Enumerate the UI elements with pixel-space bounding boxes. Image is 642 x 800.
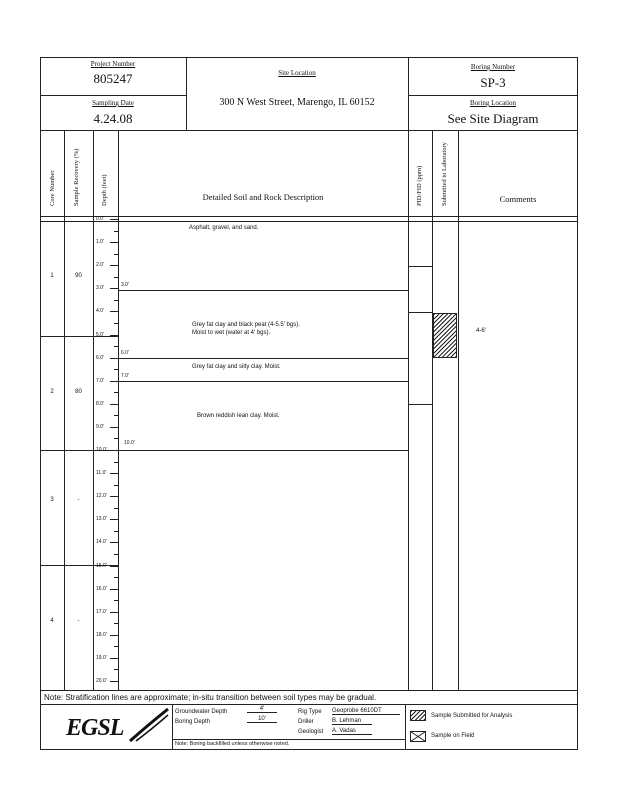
depth-tick-label: 16.0' [96,585,107,592]
site-location-label: Site Location [278,69,316,77]
stratum-depth: 7.0' [121,373,129,379]
depth-tick-minor [114,554,118,555]
depth-tick-minor [114,485,118,486]
depth-tick-minor [114,623,118,624]
depth-tick-mark [110,542,118,543]
depth-tick-minor [114,369,118,370]
egsl-logo-swoosh-icon [128,707,170,743]
stratum-depth: 6.0' [121,350,129,356]
depth-tick-mark [110,288,118,289]
depth-tick-minor [114,438,118,439]
pid-divider [408,312,432,313]
column-header-bottom [40,216,578,217]
depth-tick-label: 3.0' [96,285,104,292]
depth-tick-label: 4.0' [96,308,104,315]
site-location: 300 N West Street, Marengo, IL 60152 [219,97,375,108]
core-recovery: 90 [75,273,82,279]
project-number: 805247 [93,71,133,86]
depth-header: Depth (feet) [101,174,108,206]
depth-tick-label: 17.0' [96,608,107,615]
depth-tick-label: 15.0' [96,562,107,569]
depth-tick-mark [110,219,118,220]
depth-tick-label: 0.0' [96,216,104,222]
column-divider [458,130,459,690]
depth-tick-label: 11.0' [96,470,107,477]
backfill-note: Note: Boring backfilled unless otherwise noted. [175,741,290,747]
column-divider [118,130,119,690]
depth-tick-mark [110,519,118,520]
note-bottom [40,704,578,705]
depth-tick-label: 7.0' [96,377,104,384]
groundwater-label: Groundwater Depth [175,709,228,715]
core-recovery: - [77,618,80,624]
soil-description: Asphalt, gravel, and sand. [189,225,259,231]
stratum-boundary [118,358,408,359]
core-number-header: Core Number [49,170,56,206]
core-number: 3 [50,497,54,503]
sample-comment: 4-6' [476,328,486,334]
lab-sample-hatch [433,313,457,358]
rig-type-label: Rig Type [298,709,322,715]
note-top [40,690,578,691]
depth-tick-label: 14.0' [96,539,107,546]
depth-tick-minor [114,646,118,647]
depth-tick-label: 10.0' [96,447,107,453]
egsl-logo: EGSL [66,715,124,741]
submitted-legend-label: Sample Submitted for Analysis [431,713,513,719]
stratum-boundary [118,450,408,451]
depth-tick-label: 20.0' [96,678,107,684]
driller-value: B. Lehman [332,718,372,725]
core-number: 2 [50,389,54,395]
depth-tick-mark [110,658,118,659]
depth-tick-mark [110,681,118,682]
depth-tick-mark [110,404,118,405]
stratum-boundary [118,290,408,291]
soil-description: Grey fat clay and silty clay. Moist. [192,364,281,370]
depth-tick-mark [110,589,118,590]
stratum-depth: 3.0' [121,282,129,288]
depth-tick-minor [114,415,118,416]
driller-label: Driller [298,719,314,725]
depth-tick-minor [114,231,118,232]
depth-tick-label: 19.0' [96,654,107,661]
depth-tick-mark [110,427,118,428]
column-divider [432,130,433,690]
depth-tick-label: 9.0' [96,423,104,430]
groundwater-value: 4' [247,706,277,713]
depth-tick-minor [114,600,118,601]
depth-tick-label: 5.0' [96,331,104,338]
header-divider [186,57,187,130]
header-divider [40,130,578,131]
depth-tick-minor [114,300,118,301]
soil-description: Brown reddish lean clay. Moist. [197,413,280,419]
depth-tick-minor [114,669,118,670]
depth-tick-mark [110,242,118,243]
boring-log-frame [40,57,578,750]
comments-header: Comments [499,194,537,204]
depth-tick-minor [114,531,118,532]
depth-tick-label: 6.0' [96,354,104,361]
depth-tick-minor [114,254,118,255]
depth-tick-label: 8.0' [96,400,104,407]
boring-location: See Site Diagram [447,111,539,126]
submitted-legend-icon [410,710,426,721]
depth-tick-mark [110,358,118,359]
header-divider [408,95,578,96]
field-sample-legend-label: Sample on Field [431,733,475,739]
depth-tick-mark [110,635,118,636]
boring-depth-value: 10' [247,716,277,723]
depth-tick-minor [114,346,118,347]
sampling-date: 4.24.08 [93,111,133,126]
stratum-boundary [118,381,408,382]
depth-tick-label: 13.0' [96,516,107,523]
stratum-depth: 10.0' [124,440,135,446]
depth-tick-mark [110,612,118,613]
depth-tick-mark [110,381,118,382]
pid-header: PID/FID (ppm) [416,165,423,206]
pid-divider [408,266,432,267]
soil-description: Grey fat clay and black peat (4-5.5' bgs). [192,322,300,328]
depth-tick-mark [110,265,118,266]
footer-divider [172,739,405,740]
sample-recovery-header: Sample Recovery (%) [73,148,80,206]
boring-location-label: Boring Location [469,99,517,107]
column-divider [64,130,65,690]
description-header: Detailed Soil and Rock Description [202,192,324,202]
submitted-header: Submitted to Laboratory [441,142,448,206]
column-divider [93,130,94,690]
depth-tick-minor [114,392,118,393]
geologist-value: A. Vadas [332,728,372,735]
depth-tick-minor [114,462,118,463]
stratification-note: Note: Stratification lines are approximate; in-situ transition between soil types may be gradual. [44,693,377,702]
core-recovery: 80 [75,389,82,395]
depth-tick-minor [114,577,118,578]
depth-tick-mark [110,311,118,312]
depth-tick-minor [114,323,118,324]
depth-tick-minor [114,277,118,278]
boring-depth-label: Boring Depth [175,719,211,725]
header-divider [40,95,186,96]
field-sample-legend-icon [410,731,426,742]
depth-tick-label: 2.0' [96,262,104,269]
core-number: 4 [50,618,54,624]
depth-tick-label: 1.0' [96,239,104,246]
core-divider [40,336,118,337]
column-header-bottom [40,221,578,222]
rig-type-value: Geoprobe 6610DT [332,708,400,715]
column-divider [408,130,409,690]
pid-divider [408,404,432,405]
core-recovery: - [77,497,80,503]
depth-tick-mark [110,473,118,474]
depth-tick-label: 12.0' [96,493,107,500]
footer-divider [405,704,406,750]
sampling-date-label: Sampling Date [92,99,134,107]
geologist-label: Geologist [298,729,324,735]
footer-divider [172,704,173,750]
boring-number-label: Boring Number [470,63,516,71]
boring-number: SP-3 [480,75,506,90]
depth-tick-mark [110,496,118,497]
depth-tick-mark [110,335,118,336]
depth-tick-label: 18.0' [96,631,107,638]
depth-tick-minor [114,508,118,509]
depth-tick-mark [110,450,118,451]
project-number-label: Project Number [90,60,136,68]
depth-tick-mark [110,566,118,567]
core-number: 1 [50,273,54,279]
soil-description: Moist to wet (water at 4' bgs). [192,330,271,336]
